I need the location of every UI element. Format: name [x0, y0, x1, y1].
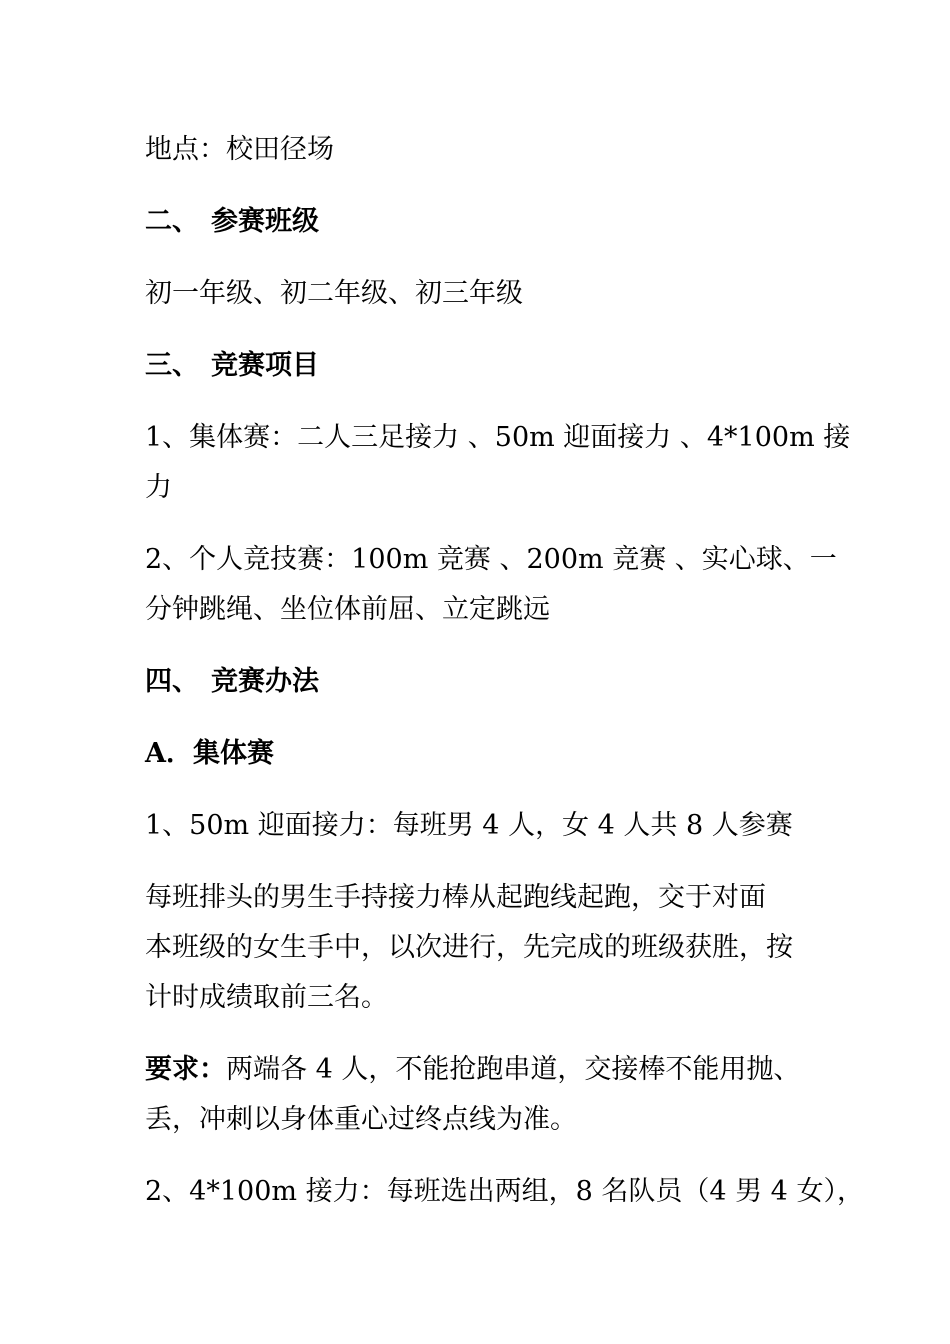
- section-title: 竞赛项目: [211, 350, 319, 381]
- relay400-title: 2、4*100m 接力：每班选出两组，8 名队员（4 男 4 女），: [145, 1176, 864, 1207]
- relay50-title: 1、50m 迎面接力：每班男 4 人，女 4 人共 8 人参赛: [145, 810, 793, 841]
- relay50-requirement-line-2: 丢，冲刺以身体重心过终点线为准。: [145, 1104, 577, 1135]
- section-number: 二、: [145, 206, 199, 237]
- section-heading-events: [145, 348, 815, 384]
- event-item-individual-line-2: 分钟跳绳、坐位体前屈、立定跳远: [145, 594, 550, 625]
- relay50-desc-line-3: 计时成绩取前三名。: [145, 982, 388, 1013]
- relay50-desc-line-2: 本班级的女生手中，以次进行，先完成的班级获胜，按: [145, 932, 793, 963]
- classes-text: 初一年级、初二年级、初三年级: [145, 278, 523, 309]
- requirement-label: 要求：: [145, 1054, 226, 1085]
- section-title: 竞赛办法: [211, 666, 319, 697]
- requirement-text: 两端各 4 人，不能抢跑串道，交接棒不能用抛、: [226, 1054, 801, 1085]
- event-item-team-line-1: 1、集体赛：二人三足接力 、50m 迎面接力 、4*100m 接: [145, 422, 851, 453]
- event-item-individual-line-1: 2、个人竞技赛：100m 竞赛 、200m 竞赛 、实心球、一: [145, 544, 837, 575]
- section-heading-rules: [145, 664, 815, 700]
- event-item-team-line-2: 力: [145, 472, 172, 503]
- section-number: 四、: [145, 666, 199, 697]
- section-title: 参赛班级: [211, 206, 319, 237]
- relay50-desc-line-1: 每班排头的男生手持接力棒从起跑线起跑，交于对面: [145, 882, 766, 913]
- section-number: 三、: [145, 350, 199, 381]
- location-text: 地点：校田径场: [145, 134, 334, 165]
- section-heading-classes: [145, 204, 815, 240]
- relay50-requirement-line-1: [145, 1052, 815, 1088]
- subsection-heading-team: A．集体赛: [145, 738, 274, 769]
